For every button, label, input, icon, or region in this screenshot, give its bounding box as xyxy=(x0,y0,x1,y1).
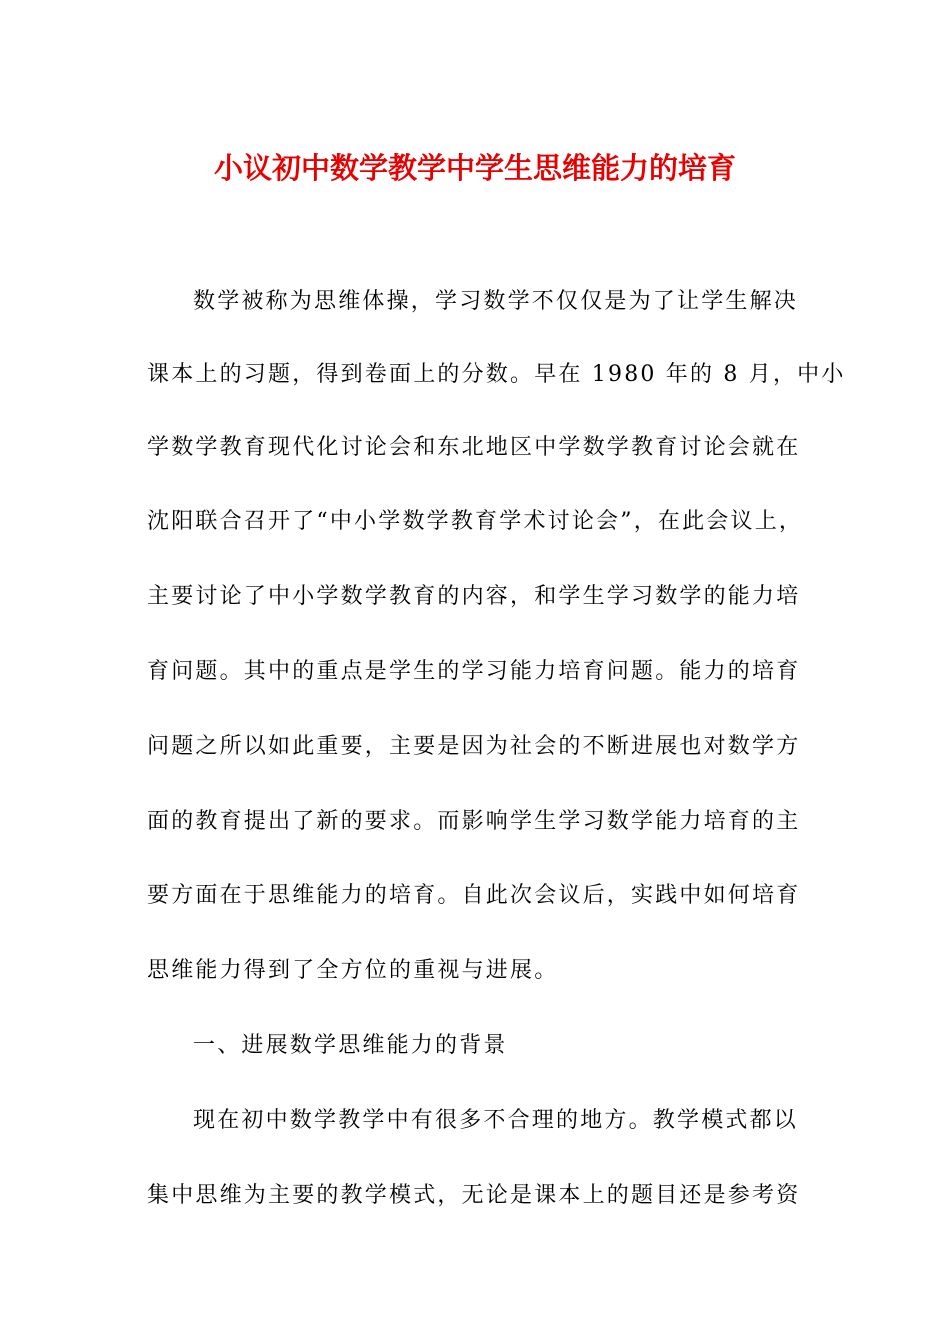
paragraph-line: 集中思维为主要的教学模式，无论是课本上的题目还是参考资 xyxy=(147,1183,801,1208)
paragraph-line: 思维能力得到了全方位的重视与进展。 xyxy=(147,958,559,983)
section-heading: 一、进展数学思维能力的背景 xyxy=(193,1033,508,1058)
paragraph-line: 要方面在于思维能力的培育。自此次会议后，实践中如何培育 xyxy=(147,883,801,908)
paragraph-line: 沈阳联合召开了“中小学数学教育学术讨论会”，在此会议上， xyxy=(147,509,804,534)
paragraph-line: 课本上的习题，得到卷面上的分数。早在 1980 年的 8 月，中小 xyxy=(147,362,846,387)
paragraph-line: 问题之所以如此重要，主要是因为社会的不断进展也对数学方 xyxy=(147,734,801,759)
paragraph-line: 数学被称为思维体操，学习数学不仅仅是为了让学生解决 xyxy=(193,289,799,314)
paragraph-line: 主要讨论了中小学数学教育的内容，和学生学习数学的能力培 xyxy=(147,584,801,609)
paragraph-line: 育问题。其中的重点是学生的学习能力培育问题。能力的培育 xyxy=(147,659,801,684)
document-title: 小议初中数学教学中学生思维能力的培育 xyxy=(213,151,736,185)
paragraph-line: 面的教育提出了新的要求。而影响学生学习数学能力培育的主 xyxy=(147,809,801,834)
paragraph-line: 学数学教育现代化讨论会和东北地区中学数学教育讨论会就在 xyxy=(147,435,801,460)
paragraph-line: 现在初中数学教学中有很多不合理的地方。教学模式都以 xyxy=(193,1108,799,1133)
